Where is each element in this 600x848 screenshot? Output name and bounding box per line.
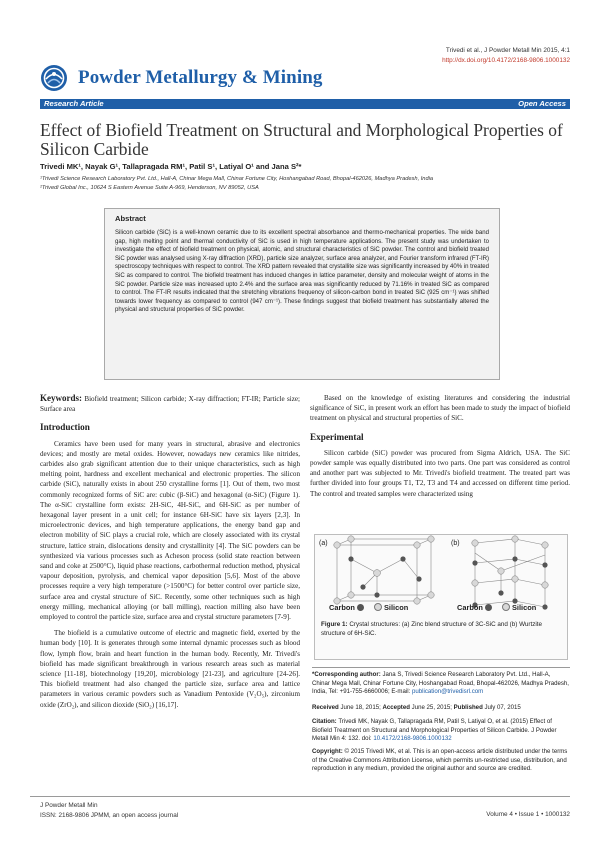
keywords-label: Keywords:: [40, 393, 82, 403]
citation-block: [312, 718, 570, 744]
legend-a: [329, 603, 408, 612]
published-label: Published: [453, 704, 483, 711]
zinc-blend-atoms: [334, 536, 434, 604]
header-citation: Trivedi et al., J Powder Metall Min 2015, 4:1: [445, 47, 570, 54]
figure-1-caption: [321, 621, 563, 638]
accepted-label: Accepted: [382, 704, 410, 711]
publication-dates: [312, 704, 570, 713]
journal-logo-icon: [40, 64, 68, 92]
copyright-block: [312, 748, 570, 774]
published-date: July 07, 2015: [484, 704, 521, 711]
introduction-paragraph-2: The biofield is a cumulative outcome of electric and magnetic field, exerted by the human body [10]. It is generates through some internal dynamic processes such as blood flow, lymph flow, brain and heart function in the human body. Recently, Mr. Trivedi's biofield has made significant breakthrough in various research areas such as material science [11-18], biotechnology [19,20], microbiology [21-23], and agriculture [24-26]. This biofield treatment had also changed the particle size, surface area and lattice parameters in various ceramic powders such as Vanadium Pentoxide (V₂O₅), zirconium oxide (ZrO₂), and silicon dioxide (SiO₂) [16,17].: [40, 629, 300, 709]
copyright-text: © 2015 Trivedi MK, et al. This is an open-access article distributed under the terms of the Creative Commons Attribution License, which permits un-restricted use, distribution, and reproduction in any medium, provided the original author and source are credited.: [312, 748, 568, 772]
right-column: [310, 393, 570, 499]
wurtzite-atoms: [472, 536, 548, 610]
corresponding-email-link[interactable]: publication@trivedisrl.com: [412, 688, 484, 695]
affiliation-2: ²Trivedi Global Inc., 10624 S Eastern Avenue Suite A-969, Henderson, NV 89052, USA: [40, 185, 259, 191]
figure-1: [314, 534, 568, 660]
corresponding-author: [312, 671, 570, 697]
experimental-paragraph-1: Silicon carbide (SiC) powder was procured from Sigma Aldrich, USA. The SiC powder sample was equally distributed into two parts. One part was considered as control and another part was subjected to Mr. Trivedi's biofield treatment. The treated part was further divided into four groups T1, T2, T3 and T4 and accessed on different time period. The control and treated samples were characterized using: [310, 448, 570, 498]
citation-doi-link[interactable]: 10.4172/2168-9806.1000132: [373, 735, 452, 742]
legend-a-silicon: Silicon: [374, 603, 408, 612]
keywords-text: Biofield treatment; Silicon carbide; X-ray diffraction; FT-IR; Particle size; Surface area: [40, 395, 300, 414]
experimental-heading: Experimental: [310, 431, 364, 442]
corresponding-label: *Corresponding author:: [312, 671, 381, 678]
citation-label: Citation:: [312, 718, 337, 725]
journal-name: Powder Metallurgy & Mining: [78, 67, 323, 88]
received-date: June 18, 2015;: [340, 704, 381, 711]
affiliation-1: ¹Trivedi Science Research Laboratory Pvt. Ltd., Hall-A, Chinar Mega Mall, Chinar Fortune City, Hoshangabad Road, Bhopal-462026, Madhya Pradesh, India: [40, 176, 434, 182]
legend-a-carbon: Carbon: [329, 603, 364, 612]
received-label: Received: [312, 704, 339, 711]
footer-volume-info: Volume 4 • Issue 1 • 1000132: [486, 811, 570, 818]
open-access-label: Open Access: [518, 99, 566, 108]
abstract-heading: Abstract: [115, 214, 146, 223]
silicon-atom-icon: [374, 603, 382, 611]
abstract-text: Silicon carbide (SiC) is a well-known ceramic due to its excellent spectral absorbance and thermo-mechanical properties. The wide band gap, high melting point and thermal conductivity of SiC is used in high temperature applications. The present study was undertaken to investigate the effect of biofield treatment on physical, atomic, and structural characteristics of SiC powder. The control and biofield treated SiC powder was analysed using X-ray diffraction (XRD), particle size analyzer, surface area analyzer, and Fourier transform infrared (FT-IR) spectroscopy techniques with respect to control. The XRD pattern revealed that crystallite size was significantly increased by 40% in treated SiC as compared to control. The biofield treatment has induced changes in lattice parameter, density and molecular weight of atoms in the SiC powder. Particle size was increased upto 2.4% and the surface area was significantly reduced by 71.16% in treated SiC as compared to control. The FT-IR results indicated that the stretching vibrations frequency of silicon-carbon bond in treated SiC (925 cm⁻¹) was shifted towards lower frequency as compared to control (947 cm⁻¹). These findings suggest that biofield treatment has substantially altered the physical and structural properties of SiC powder.: [115, 230, 489, 314]
legend-b-carbon: Carbon: [457, 603, 492, 612]
left-column: [40, 393, 300, 710]
silicon-atom-icon: [502, 603, 510, 611]
citation-text: Trivedi MK, Nayak G, Tallapragada RM, Patil S, Latiyal O, et al. (2015) Effect of Biofield Treatment on Structural and Morphological Properties of Silicon Carbide. J Powder Metall Min 4: 132. doi:: [312, 718, 557, 742]
footer-issn: ISSN: 2168-9806 JPMM, an open access journal: [40, 812, 179, 819]
introduction-paragraph-3: Based on the knowledge of existing literatures and considering the industrial significance of SiC, in present work an effort has been made to study the impact of biofield treatment on physical and structural properties of SiC.: [310, 394, 570, 423]
panel-b-label: (b): [451, 540, 460, 547]
legend-b: [457, 603, 536, 612]
corresponding-text: Jana S, Trivedi Science Research Laboratory Pvt. Ltd., Hall-A, Chinar Mega Mall, Chinar Fortune City, Hoshangabad Road, Bhopal-462026, Madhya Pradesh, India, Tel: +91-755-6660006; E-mail:: [312, 671, 569, 695]
keywords: [40, 393, 300, 414]
introduction-paragraph-1: Ceramics have been used for many years in structural, abrasive and electronics devices; and mostly are metal oxides. However, nowadays new ceramics like nitrides, carbides also grab significant attention due to their unique characteristics, such as high melting point, hardness and excellent mechanical and electronic properties. The silicon carbide (SiC), naturally exists in about 250 crystalline forms [1]. Out of them, two most commonly recognized forms of SiC are: cubic (β-SiC) and hexagonal (α-SiC) (Figure 1). The α-SiC crystalline form exists: 2H-SiC, 4H-SiC, and 6H-SiC as per number of hexagonal layer present in a unit cell; for instance 6H-SiC have six layers [2,3]. In microelectronic devices, and high temperature applications, the energy band gap and electron mobility of SiC plays a crucial role, which are closely associated with its crystal structure, lattice strain, dislocations density and crystallinity [4]. The SiC powders can be synthesized via various processes such as Acheson process (solid state reaction between sand and coke at 2500°C), liquid phase reactions, carbothermal reduction method, physical vapour deposition, pyrolysis, and chemical vapor deposition [5,6]. Most of the above processes require a very high temperature (>1500°C) for better control over particle size, surface area and crystal structure of SiC. Recently, some other techniques such as high energy milling, mechanical alloying (or ball milling), reaction milling also have been employed to control the particle size, surface area and crystal structure parameters [7-9].: [40, 439, 300, 622]
author-list: Trivedi MK¹, Nayak G¹, Tallapragada RM¹, Patil S¹, Latiyal O¹ and Jana S²*: [40, 162, 302, 171]
carbon-atom-icon: [485, 604, 492, 611]
footer-journal-info: [40, 801, 178, 821]
footer-rule: [30, 796, 570, 797]
header-doi-link[interactable]: http://dx.doi.org/10.4172/2168-9806.1000132: [442, 57, 570, 64]
introduction-heading: Introduction: [40, 422, 90, 433]
header-citation-block: [442, 46, 570, 66]
wurtzite-structure: [475, 539, 545, 607]
copyright-label: Copyright:: [312, 748, 343, 755]
panel-a-label: (a): [319, 540, 328, 547]
article-title: Effect of Biofield Treatment on Structural and Morphological Properties of Silicon Carbide: [40, 120, 563, 159]
legend-b-silicon: Silicon: [502, 603, 536, 612]
figure-caption-text: Crystal structures: (a) Zinc blend structure of 3C-SiC and (b) Wurtzite structure of 6H-SiC.: [321, 621, 543, 637]
article-type-label: Research Article: [44, 99, 104, 108]
abstract-box: [104, 208, 500, 380]
figure-caption-label: Figure 1:: [321, 621, 348, 628]
footer-journal-abbrev: J Powder Metall Min: [40, 802, 98, 809]
accepted-date: June 25, 2015;: [411, 704, 452, 711]
article-type-band: [40, 99, 570, 109]
carbon-atom-icon: [357, 604, 364, 611]
info-top-rule: [312, 667, 570, 668]
